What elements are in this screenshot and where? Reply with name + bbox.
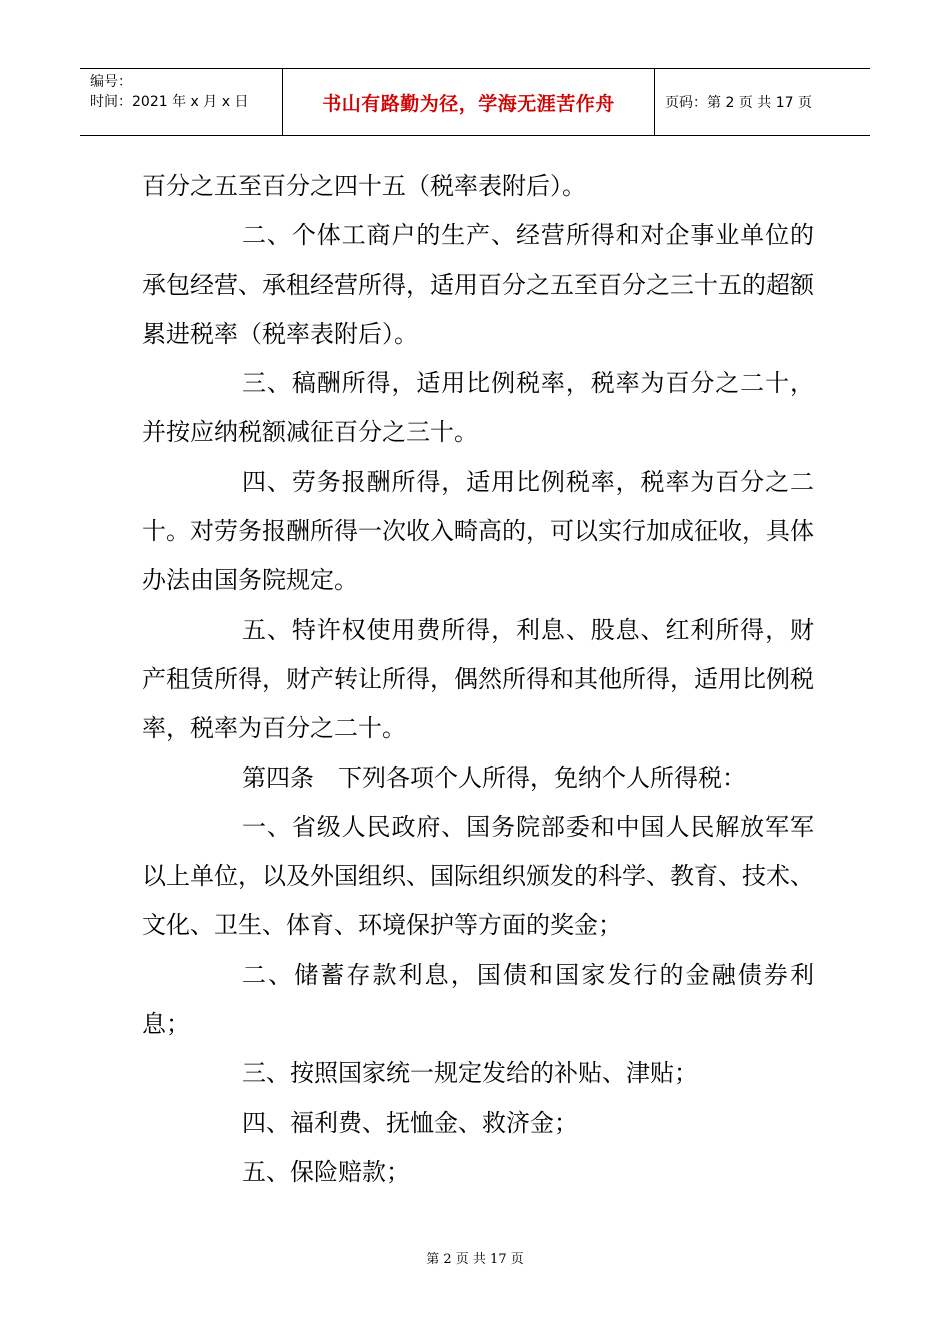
paragraph: 五、保险赔款；: [242, 1157, 410, 1186]
page-header: [80, 68, 870, 136]
paragraph: 三、按照国家统一规定发给的补贴、津贴；: [242, 1059, 698, 1088]
paragraph: 四、福利费、抚恤金、救济金；: [242, 1108, 578, 1137]
paragraph: 百分之五至百分之四十五（税率表附后）。: [142, 172, 586, 200]
paragraph: 三、稿酬所得，适用比例税率，税率为百分之二十，并按应纳税额减征百分之三十。: [142, 369, 814, 447]
document-body: [142, 162, 814, 1197]
paragraph: 二、储蓄存款利息，国债和国家发行的金融债券利息；: [142, 960, 814, 1039]
time-label: 时间：2021 年 x 月 x 日: [90, 94, 249, 110]
header-page-label: 页码：第 2 页 共 17 页: [665, 95, 812, 111]
paragraph: 一、省级人民政府、国务院部委和中国人民解放军军以上单位，以及外国组织、国际组织颁发的科学、教育、技术、文化、卫生、体育、环境保护等方面的奖金；: [142, 812, 814, 940]
number-label: 编号：: [90, 74, 132, 90]
header-motto: 书山有路勤为径，学海无涯苦作舟: [282, 69, 655, 135]
page-footer: 第 2 页 共 17 页: [426, 1252, 524, 1267]
paragraph: 五、特许权使用费所得，利息、股息、红利所得，财产租赁所得，财产转让所得，偶然所得和其他所得，适用比例税率，税率为百分之二十。: [142, 615, 814, 743]
header-meta: [80, 69, 282, 135]
article-heading: 第四条 下列各项个人所得，免纳个人所得税：: [242, 763, 746, 792]
paragraph: 四、劳务报酬所得，适用比例税率，税率为百分之二十。对劳务报酬所得一次收入畸高的，可以实行加成征收，具体办法由国务院规定。: [142, 467, 814, 595]
paragraph: 二、个体工商户的生产、经营所得和对企事业单位的承包经营、承租经营所得，适用百分之五至百分之三十五的超额累进税率（税率表附后）。: [142, 221, 814, 348]
